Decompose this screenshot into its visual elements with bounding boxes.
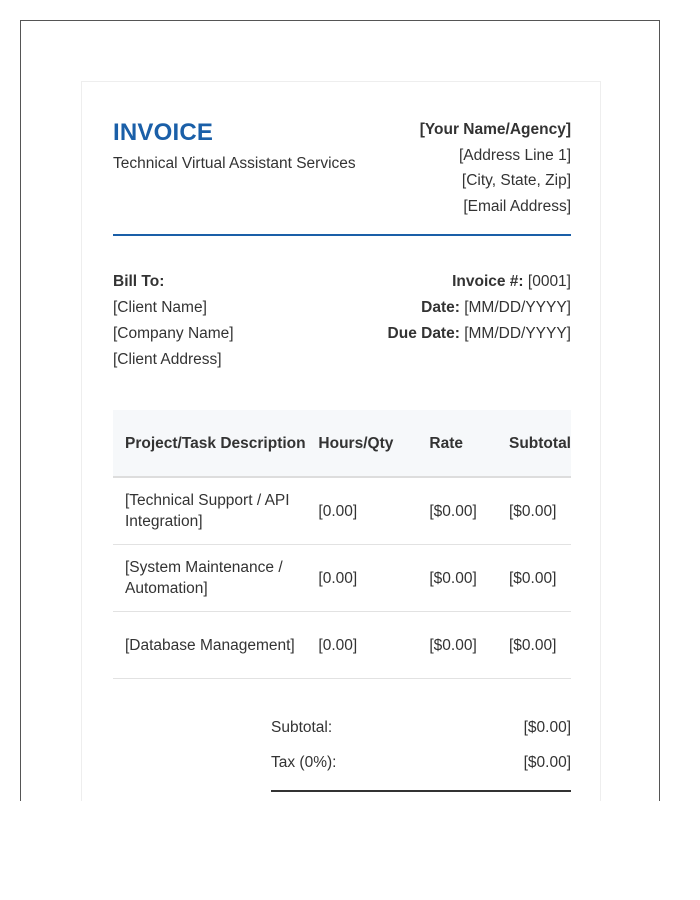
invoice-number-value: [0001] [527, 273, 571, 290]
invoice-title: INVOICE [113, 119, 214, 146]
header-divider [113, 234, 571, 236]
client-address: [Client Address] [113, 351, 222, 368]
row-description: [System Maintenance / Automation] [113, 545, 306, 612]
invoice-date-label: Date: [421, 299, 460, 316]
sender-email: [Email Address] [463, 197, 571, 215]
tax-label: Tax (0%): [271, 754, 337, 771]
row-subtotal: [$0.00] [497, 477, 571, 545]
subtotal-label: Subtotal: [271, 719, 333, 736]
header-subtotal: Subtotal [497, 410, 571, 477]
invoice-subtitle: Technical Virtual Assistant Services [113, 155, 356, 172]
bill-to-label: Bill To: [113, 273, 165, 290]
totals-block [271, 714, 571, 784]
table-row [113, 545, 571, 612]
header-description: Project/Task Description [113, 410, 306, 477]
bill-to-block [113, 269, 234, 373]
sender-city-state-zip: [City, State, Zip] [461, 172, 571, 189]
tax-value: [$0.00] [523, 754, 571, 771]
header-rate: Rate [417, 410, 497, 477]
invoice-meta-block [388, 269, 571, 347]
client-name: [Client Name] [113, 299, 207, 316]
invoice-date-row [388, 295, 571, 321]
company-name: [Company Name] [113, 325, 234, 342]
line-items-table [113, 410, 571, 679]
table-row [113, 612, 571, 679]
invoice-date-value: [MM/DD/YYYY] [464, 299, 571, 316]
row-subtotal: [$0.00] [497, 612, 571, 679]
row-hours-qty: [0.00] [306, 477, 417, 545]
due-date-row [388, 321, 571, 347]
due-date-value: [MM/DD/YYYY] [464, 325, 571, 342]
subtotal-value: [$0.00] [523, 719, 571, 736]
subtotal-row [271, 714, 571, 749]
table-row [113, 477, 571, 545]
invoice-number-row [388, 269, 571, 295]
sender-name: [Your Name/Agency] [419, 121, 571, 138]
row-hours-qty: [0.00] [306, 612, 417, 679]
due-date-label: Due Date: [387, 325, 460, 342]
row-hours-qty: [0.00] [306, 545, 417, 612]
row-subtotal: [$0.00] [497, 545, 571, 612]
row-rate: [$0.00] [417, 477, 497, 545]
row-description: [Technical Support / API Integration] [113, 477, 306, 545]
row-rate: [$0.00] [417, 612, 497, 679]
invoice-sheet [81, 81, 601, 801]
totals-divider [271, 790, 571, 792]
header-hours-qty: Hours/Qty [306, 410, 417, 477]
invoice-number-label: Invoice #: [452, 273, 524, 290]
tax-row [271, 749, 571, 784]
sender-address-line1: [Address Line 1] [458, 146, 571, 164]
sender-block [420, 117, 571, 219]
table-header-row [113, 410, 571, 477]
row-description: [Database Management] [113, 612, 306, 679]
row-rate: [$0.00] [417, 545, 497, 612]
